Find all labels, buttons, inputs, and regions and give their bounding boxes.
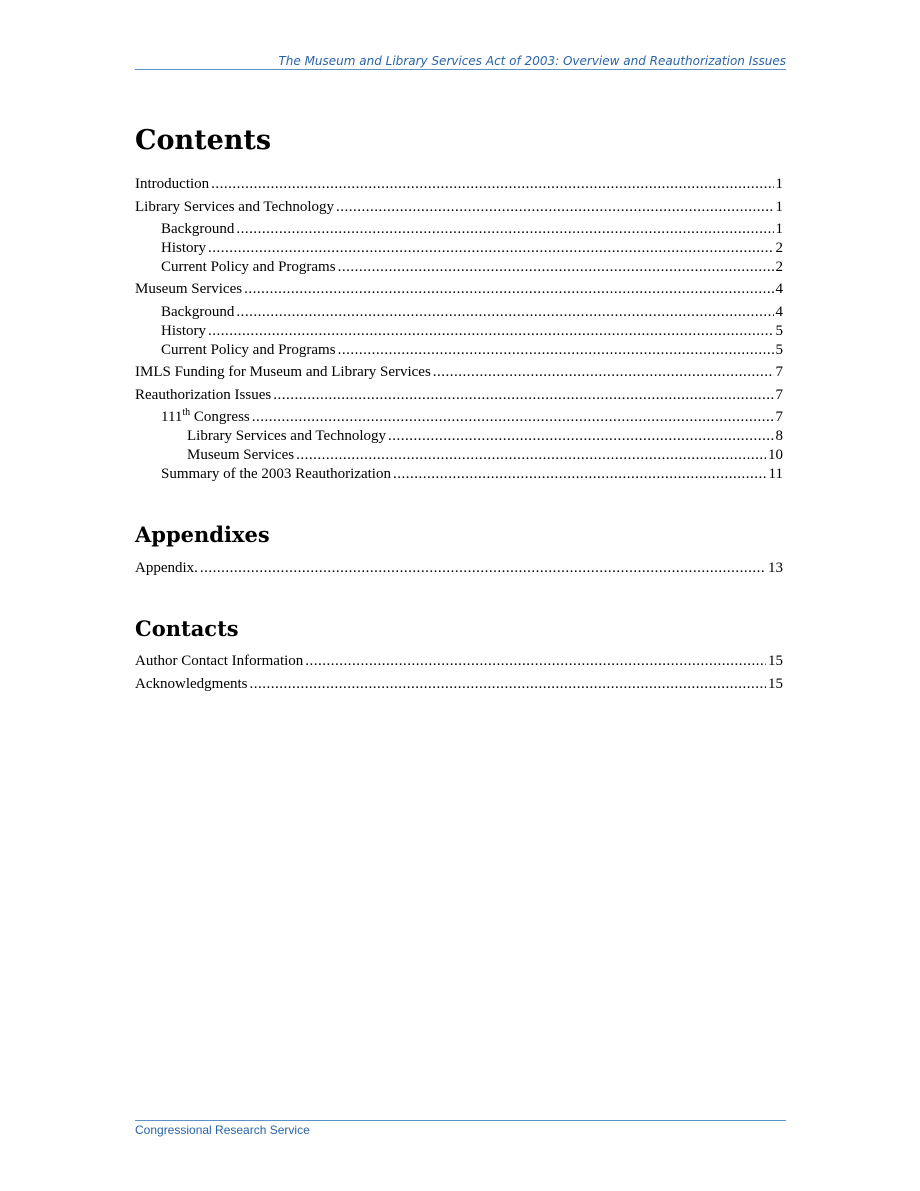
toc-entry[interactable] (161, 341, 783, 359)
toc-entry-page: 1 (775, 176, 783, 192)
toc-entry-label: Appendix. (135, 560, 198, 576)
toc-entry-label: Background (161, 221, 235, 237)
toc-entry[interactable] (161, 408, 783, 426)
toc-entry-label-superscript: th (182, 408, 191, 418)
toc-leader-dots (433, 363, 774, 381)
footer-text: Congressional Research Service (135, 1123, 310, 1137)
toc-entry-page: 15 (768, 676, 783, 692)
toc-entry-label: Library Services and Technology (187, 428, 387, 444)
toc-entry-label: IMLS Funding for Museum and Library Services (135, 364, 431, 380)
toc-leader-dots (296, 446, 766, 464)
toc-entry[interactable] (135, 280, 783, 298)
toc-entry-page: 10 (768, 447, 783, 463)
toc-entry-label: Introduction (135, 176, 210, 192)
toc-entry-label-number: 111 (161, 409, 183, 425)
toc-entry-label: Library Services and Technology (135, 199, 335, 215)
toc-entry-label: Reauthorization Issues (135, 387, 272, 403)
toc-entry-page: 1 (775, 221, 783, 237)
toc-entry-page: 7 (775, 409, 783, 425)
toc-entry-label: History (161, 323, 206, 339)
toc-entry[interactable] (135, 559, 783, 577)
toc-entry[interactable] (187, 427, 783, 445)
toc-leader-dots (305, 652, 766, 670)
toc-entry-label: Author Contact Information (135, 653, 304, 669)
toc-entry-page: 4 (775, 281, 783, 297)
toc-entry[interactable] (135, 175, 783, 193)
running-header: The Museum and Library Services Act of 2003: Overview and Reauthorization Issues (278, 54, 786, 68)
toc-entry[interactable] (135, 363, 783, 381)
toc-entry-page: 5 (775, 323, 783, 339)
toc-entry[interactable] (161, 258, 783, 276)
toc-entry-label: Current Policy and Programs (161, 342, 336, 358)
toc-entry-page: 8 (775, 428, 783, 444)
toc-leader-dots (200, 559, 766, 577)
toc-entry-label-rest: Congress (190, 409, 250, 425)
toc-entry[interactable] (187, 446, 783, 464)
toc-leader-dots (236, 303, 773, 321)
toc-entry-page: 1 (775, 199, 783, 215)
toc-entry-page: 2 (775, 259, 783, 275)
appendixes-title: Appendixes (135, 522, 270, 547)
header-rule (135, 69, 786, 70)
contacts-title: Contacts (135, 616, 239, 641)
toc-entry[interactable] (135, 386, 783, 404)
toc-entry-label: Acknowledgments (135, 676, 248, 692)
toc-entry-page: 4 (775, 304, 783, 320)
toc-entry-label: Summary of the 2003 Reauthorization (161, 466, 391, 482)
toc-entry-label: History (161, 240, 206, 256)
toc-leader-dots (249, 675, 766, 693)
toc-entry-page: 5 (775, 342, 783, 358)
footer-rule (135, 1120, 786, 1121)
toc-entry-page: 15 (768, 653, 783, 669)
toc-entry[interactable] (135, 675, 783, 693)
toc-leader-dots (338, 341, 774, 359)
toc-entry-page: 2 (775, 240, 783, 256)
toc-leader-dots (252, 408, 774, 426)
toc-leader-dots (208, 322, 774, 340)
toc-leader-dots (388, 427, 773, 445)
toc-leader-dots (336, 198, 773, 216)
toc-entry[interactable] (161, 220, 783, 238)
toc-entry[interactable] (161, 303, 783, 321)
toc-leader-dots (208, 239, 774, 257)
toc-leader-dots (393, 465, 767, 483)
toc-entry-label: Museum Services (187, 447, 295, 463)
contents-title: Contents (135, 125, 272, 156)
toc-entry-page: 7 (775, 387, 783, 403)
toc-entry[interactable] (161, 239, 783, 257)
toc-entry[interactable] (135, 198, 783, 216)
toc-entry-label (161, 408, 250, 426)
toc-leader-dots (338, 258, 774, 276)
toc-entry-label: Current Policy and Programs (161, 259, 336, 275)
toc-entry-page: 13 (768, 560, 783, 576)
toc-entry[interactable] (135, 652, 783, 670)
toc-leader-dots (236, 220, 773, 238)
toc-entry[interactable] (161, 322, 783, 340)
toc-entry[interactable] (161, 465, 783, 483)
toc-entry-page: 7 (775, 364, 783, 380)
toc-entry-label: Background (161, 304, 235, 320)
toc-entry-label: Museum Services (135, 281, 243, 297)
toc-entry-page: 11 (768, 466, 783, 482)
toc-leader-dots (273, 386, 773, 404)
toc-leader-dots (244, 280, 773, 298)
toc-leader-dots (211, 175, 773, 193)
